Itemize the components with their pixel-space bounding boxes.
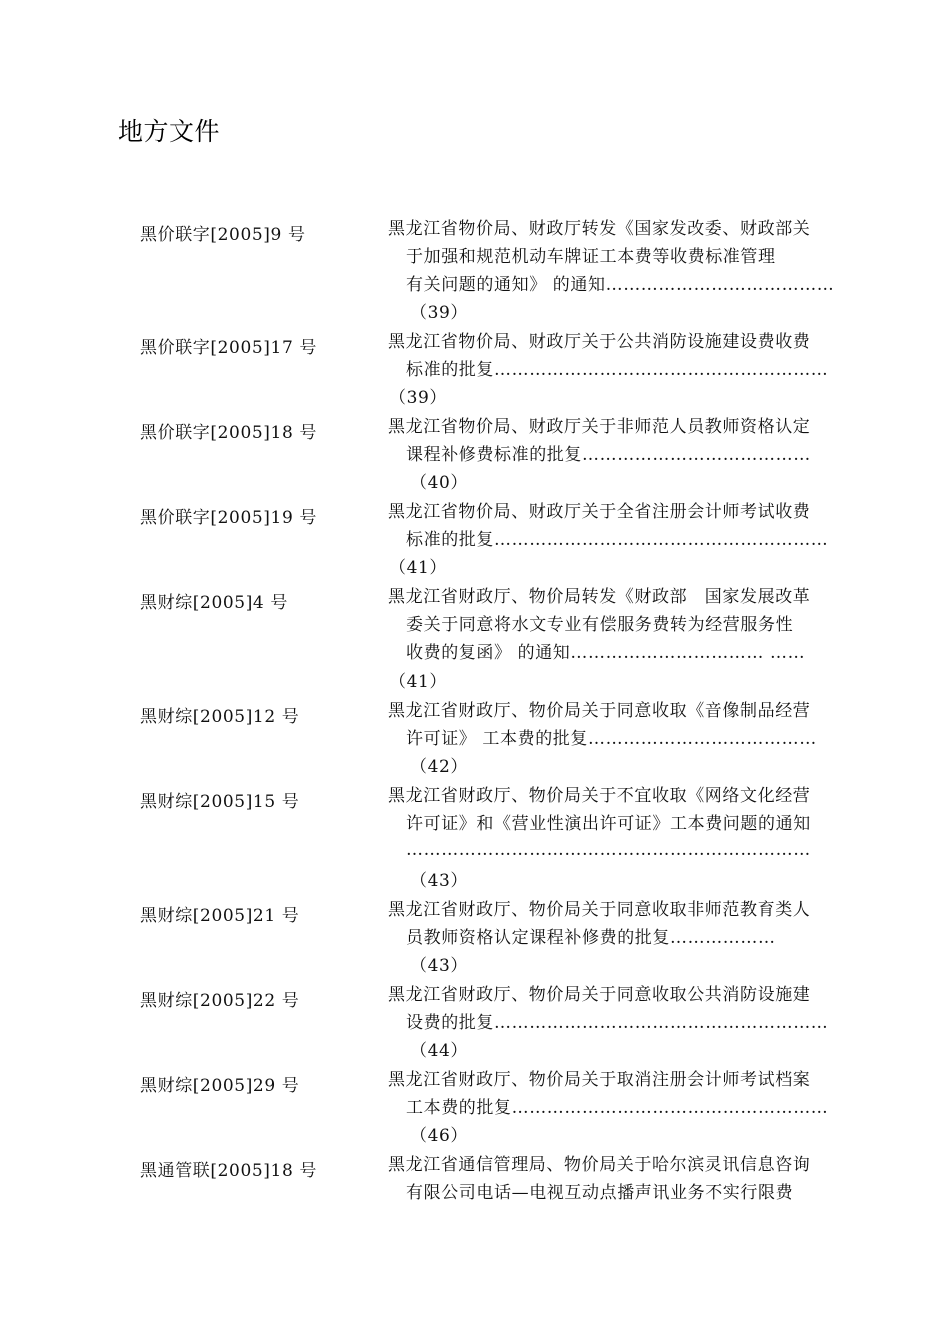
page-ref: （43） (410, 956, 469, 976)
entry-title-line: 工本费的批复……………………………………………… (406, 1098, 829, 1118)
entry-title-line: 设费的批复………………………………………………… (406, 1013, 829, 1033)
entry-title-line: 于加强和规范机动车牌证工本费等收费标准管理 (406, 247, 776, 267)
document-number: 黑财综[2005]12 号 (140, 707, 300, 727)
document-number: 黑价联字[2005]17 号 (140, 338, 317, 358)
page-ref: （41） (389, 558, 448, 578)
document-number: 黑财综[2005]21 号 (140, 906, 300, 926)
entry-title-line: 标准的批复………………………………………………… (406, 360, 829, 380)
entry-title-line: 黑龙江省物价局、财政厅关于公共消防设施建设费收费 (388, 332, 811, 352)
document-number: 黑财综[2005]4 号 (140, 593, 288, 613)
page-ref: （42） (410, 757, 469, 777)
entry-title-line: 黑龙江省财政厅、物价局关于同意收取非师范教育类人 (388, 900, 811, 920)
entry-title-line: …………………………………………………………… (406, 840, 811, 860)
entry-title-line: 黑龙江省财政厅、物价局关于不宜收取《网络文化经营 (388, 786, 811, 806)
entry-title-line: 委关于同意将水文专业有偿服务费转为经营服务性 (406, 615, 794, 635)
document-number: 黑财综[2005]29 号 (140, 1076, 300, 1096)
page-ref: （44） (410, 1041, 469, 1061)
entry-title-line: 黑龙江省财政厅、物价局关于同意收取《音像制品经营 (388, 701, 811, 721)
entry-title-line: 黑龙江省物价局、财政厅关于非师范人员教师资格认定 (388, 417, 811, 437)
entry-title-line: 课程补修费标准的批复………………………………… (406, 445, 811, 465)
document-number: 黑通管联[2005]18 号 (140, 1161, 317, 1181)
entry-title-line: 黑龙江省财政厅、物价局关于取消注册会计师考试档案 (388, 1070, 811, 1090)
entry-title-line: 黑龙江省财政厅、物价局转发《财政部 国家发展改革 (388, 587, 811, 607)
page-ref: （40） (410, 473, 469, 493)
entry-title-line: 许可证》 工本费的批复………………………………… (406, 729, 817, 749)
entry-title-line: 黑龙江省物价局、财政厅关于全省注册会计师考试收费 (388, 502, 811, 522)
document-number: 黑财综[2005]22 号 (140, 991, 300, 1011)
page-ref: （39） (410, 303, 469, 323)
entry-title-line: 有限公司电话—电视互动点播声讯业务不实行限费 (406, 1183, 794, 1203)
entry-title-line: 许可证》和《营业性演出许可证》工本费问题的通知 (406, 814, 811, 834)
entry-title-line: 收费的复函》 的通知…………………………… …… (406, 643, 806, 663)
entry-title-line: 黑龙江省财政厅、物价局关于同意收取公共消防设施建 (388, 985, 811, 1005)
section-title: 地方文件 (118, 117, 221, 146)
document-number: 黑价联字[2005]19 号 (140, 508, 317, 528)
page-ref: （43） (410, 871, 469, 891)
document-number: 黑财综[2005]15 号 (140, 792, 300, 812)
page-ref: （39） (389, 388, 448, 408)
page-ref: （46） (410, 1126, 469, 1146)
document-number: 黑价联字[2005]9 号 (140, 225, 306, 245)
entry-title-line: 黑龙江省物价局、财政厅转发《国家发改委、财政部关 (388, 219, 811, 239)
entry-title-line: 有关问题的通知》 的通知………………………………… (406, 275, 835, 295)
entry-title-line: 标准的批复………………………………………………… (406, 530, 829, 550)
document-number: 黑价联字[2005]18 号 (140, 423, 317, 443)
page-ref: （41） (389, 672, 448, 692)
entry-title-line: 黑龙江省通信管理局、物价局关于哈尔滨灵讯信息咨询 (388, 1155, 811, 1175)
entry-title-line: 员教师资格认定课程补修费的批复……………… (406, 928, 776, 948)
